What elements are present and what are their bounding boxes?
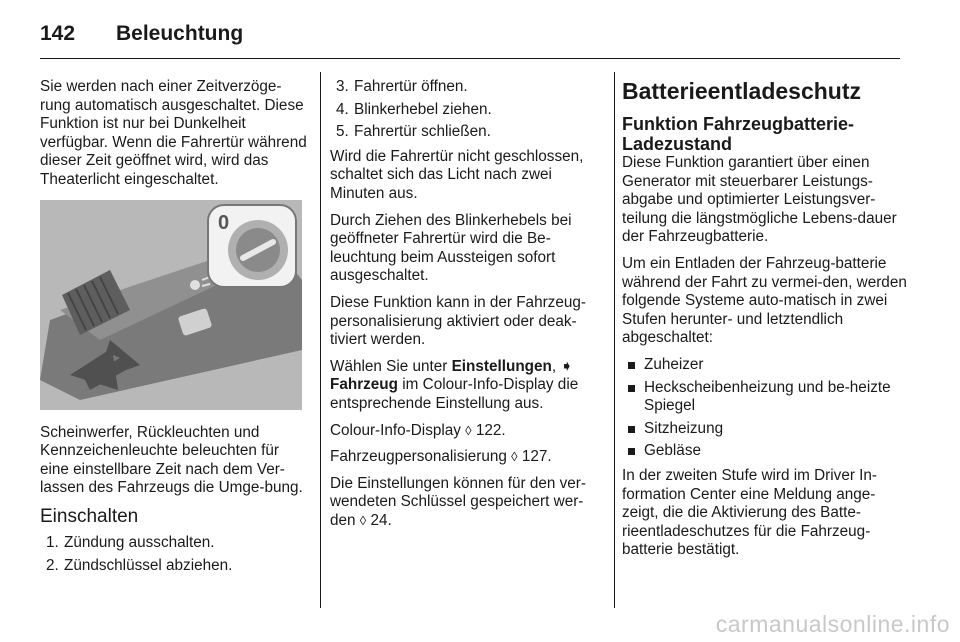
reference-icon: ◊ [511, 449, 518, 465]
function-paragraph: Scheinwerfer, Rückleuchten und Kennzeichenleuchte beleuchten für eine einstellbare Zeit nach dem Ver-lassen des Fahrzeugs die Umge-bung. [40, 423, 303, 497]
column-3 [622, 78, 908, 568]
list-item: Sitzheizung [622, 420, 908, 439]
list-item: 1. Zündung ausschalten. [46, 533, 215, 551]
dic-message-paragraph: In der zweiten Stufe wird im Driver In-formation Center eine Meldung ange-zeigt, die die Aktivierung des Batte-rieentladeschutzes für die Fahrzeug-batterie bestätigt. [622, 466, 878, 559]
settings-paragraph: Wählen Sie unter Einstellungen, ➧ Fahrzeug im Colour-Info-Display die entsprechende Einstellung aus. [330, 357, 579, 412]
bullet-icon [628, 385, 635, 392]
cross-reference-display[interactable]: Colour-Info-Display ◊ 122. [330, 421, 506, 439]
cross-reference-personalisation[interactable]: Fahrzeugpersonalisierung ◊ 127. [330, 448, 552, 466]
column-2 [330, 78, 606, 538]
immediate-off-paragraph: Durch Ziehen des Blinkerhebels bei geöffneter Fahrertür wird die Be-leuchtung beim Aussteigen sofort ausgeschaltet. [330, 211, 572, 285]
reference-icon: ◊ [465, 422, 472, 438]
systems-list [622, 356, 908, 461]
steps-list-a [40, 534, 308, 575]
list-item: 4. Blinkerhebel ziehen. [336, 100, 492, 118]
timeout-paragraph: Wird die Fahrertür nicht geschlossen, schaltet sich das Licht nach zwei Minuten aus. [330, 147, 584, 202]
personalisation-paragraph: Diese Funktion kann in der Fahrzeug-personalisierung aktiviert oder deak-tiviert werden. [330, 293, 586, 349]
menu-settings-label: Einstellungen [451, 357, 552, 375]
reference-icon: ◊ [359, 512, 367, 528]
list-item: Heckscheibenheizung und be-heizte Spiegel [622, 379, 908, 416]
section-title-battery: Batterieentladeschutz [622, 78, 862, 104]
steps-list-b [330, 78, 606, 142]
bullet-icon [628, 362, 635, 369]
lever-illustration [40, 200, 302, 410]
menu-arrow-icon: ➧ [560, 357, 574, 375]
section-heading-einschalten: Einschalten [40, 505, 139, 527]
key-memory-paragraph: Die Einstellungen können für den ver-wendeten Schlüssel gespeichert wer-den ◊ 24. [330, 474, 586, 529]
page-header [40, 16, 920, 56]
page-number: 142 [40, 22, 76, 45]
list-item: Gebläse [622, 442, 908, 461]
subsection-title: Funktion Fahrzeugbatterie-Ladezustand [622, 114, 855, 154]
list-item: Zuheizer [622, 356, 908, 375]
list-item: 3. Fahrertür öffnen. [336, 78, 468, 95]
column-divider-1 [320, 72, 321, 608]
page-title: Beleuchtung [116, 22, 244, 45]
bullet-icon [628, 448, 635, 455]
bullet-icon [628, 426, 635, 433]
battery-stages-paragraph: Um ein Entladen der Fahrzeug-batterie während der Fahrt zu vermei-den, werden folgende Systeme auto-matisch in zwei Stufen herunter- und letztendlich abgeschaltet: [622, 254, 907, 347]
ignition-inset [208, 205, 296, 287]
header-divider [40, 58, 900, 59]
menu-vehicle-label: Fahrzeug [330, 376, 398, 394]
headlight-symbol [190, 280, 200, 290]
watermark: carmanualsonline.info [715, 611, 950, 637]
ignition-position-label: 0 [218, 211, 230, 234]
intro-paragraph: Sie werden nach einer Zeitverzöge-rung automatisch ausgeschaltet. Diese Funktion ist nur bei Dunkelheit verfügbar. Wenn die Fahrertür während dieser Zeit geöffnet wird, wird das Theaterlicht eingeschaltet. [40, 78, 307, 188]
battery-intro-paragraph: Diese Funktion garantiert über einen Generator mit steuerbarer Leistungs-abgabe und optimierter Leistungsver-teilung die längstmögliche Lebens-dauer der Fahrzeugbatterie. [622, 154, 897, 246]
column-divider-2 [614, 72, 615, 608]
list-item: 2. Zündschlüssel abziehen. [46, 556, 233, 574]
list-item: 5. Fahrertür schließen. [336, 123, 491, 141]
column-1 [40, 78, 308, 581]
